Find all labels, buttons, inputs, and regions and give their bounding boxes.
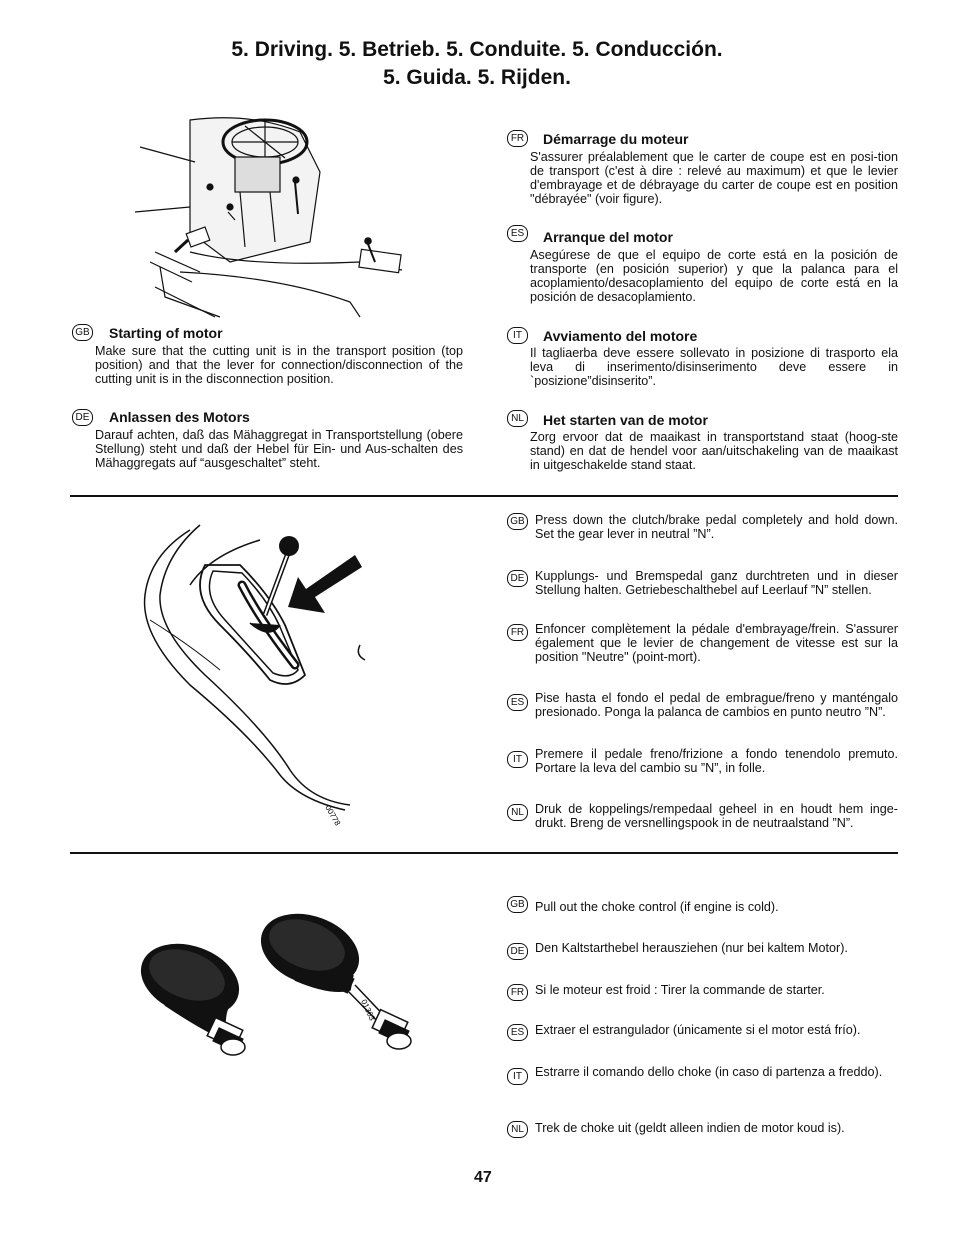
figure-code-00778: 00778 <box>323 803 343 828</box>
language-badge-nl: NL <box>507 410 528 427</box>
figure-code-01363: 01363 <box>359 998 377 1023</box>
page-title-line-1: 5. Driving. 5. Betrieb. 5. Conduite. 5. Conducción. <box>231 38 723 61</box>
paragraph-nl-choke: Trek de choke uit (geldt alleen indien de motor koud is). <box>535 1121 845 1135</box>
paragraph-nl-clutch: Druk de koppelings/rempedaal geheel in en houdt hem inge-drukt. Breng de versnellingspook in de neutraalstand ”N”. <box>535 802 898 830</box>
language-badge-nl: NL <box>507 1121 528 1138</box>
choke-control-illustration <box>135 905 420 1075</box>
section-divider-1 <box>70 495 898 497</box>
page-title-line-2: 5. Guida. 5. Rijden. <box>383 66 571 89</box>
language-badge-de: DE <box>507 570 528 587</box>
language-badge-gb: GB <box>507 513 528 530</box>
language-badge-es: ES <box>507 1024 528 1041</box>
language-badge-gb: GB <box>72 324 93 341</box>
page-number: 47 <box>474 1169 492 1186</box>
paragraph-it-clutch: Premere il pedale freno/frizione a fondo tenendolo premuto. Portare la leva del cambio su ”N”, in folle. <box>535 747 898 775</box>
paragraph-de-choke: Den Kaltstarthebel herausziehen (nur bei kaltem Motor). <box>535 941 848 955</box>
tractor-dashboard-illustration <box>120 112 420 317</box>
paragraph-es-start: Asegúrese de que el equipo de corte está en la posición de transporte (en posición superior) y que la palanca para el acoplamiento/desacoplamiento del equipo de corte está en la posición de desacoplamiento. <box>530 248 898 304</box>
language-badge-gb: GB <box>507 896 528 913</box>
heading-demarrage-du-moteur: Démarrage du moteur <box>543 131 689 147</box>
language-badge-nl: NL <box>507 804 528 821</box>
paragraph-fr-clutch: Enfoncer complètement la pédale d'embrayage/frein. S'assurer également que le levier de changement de vitesse est sur la position "Neutre" (point-mort). <box>535 622 898 664</box>
heading-arranque-del-motor: Arranque del motor <box>543 229 673 245</box>
paragraph-es-clutch: Pise hasta el fondo el pedal de embrague/freno y manténgalo presionado. Ponga la palanca de cambios en punto neutro ”N”. <box>535 691 898 719</box>
section-divider-2 <box>70 852 898 854</box>
language-badge-fr: FR <box>507 624 528 641</box>
language-badge-fr: FR <box>507 130 528 147</box>
paragraph-fr-start: S'assurer préalablement que le carter de coupe est en posi-tion de transport (c'est à dire : relevé au maximum) et que le levier d'embrayage et de débrayage du carter de coupe est en position "débrayée" (voir figure). <box>530 150 898 206</box>
heading-starting-of-motor: Starting of motor <box>109 325 223 341</box>
paragraph-gb-clutch: Press down the clutch/brake pedal completely and hold down. Set the gear lever in neutral ”N”. <box>535 513 898 541</box>
language-badge-de: DE <box>507 943 528 960</box>
heading-anlassen-des-motors: Anlassen des Motors <box>109 409 250 425</box>
language-badge-es: ES <box>507 225 528 242</box>
language-badge-de: DE <box>72 409 93 426</box>
paragraph-it-start: Il tagliaerba deve essere sollevato in posizione di trasporto ela leva di inserimento/disinserimento deve essere in `posizione”disinserito”. <box>530 346 898 388</box>
paragraph-gb-start: Make sure that the cutting unit is in the transport position (top position) and that the lever for connection/disconnection of the cutting unit is in the disconnection position. <box>95 344 463 386</box>
paragraph-nl-start: Zorg ervoor dat de maaikast in transportstand staat (hoog-ste stand) en dat de hendel voor aan/uitschakeling van de maaikast in uitgeschakelde stand staat. <box>530 430 898 472</box>
paragraph-es-choke: Extraer el estrangulador (únicamente si el motor está frío). <box>535 1023 861 1037</box>
paragraph-de-start: Darauf achten, daß das Mähaggregat in Transportstellung (obere Stellung) steht und daß der Hebel für Ein- und Aus-schalten des Mähaggregats auf “ausgeschaltet” steht. <box>95 428 463 470</box>
paragraph-it-choke: Estrarre il comando dello choke (in caso di partenza a freddo). <box>535 1065 883 1079</box>
language-badge-es: ES <box>507 694 528 711</box>
heading-avviamento-del-motore: Avviamento del motore <box>543 328 698 344</box>
paragraph-fr-choke: Si le moteur est froid : Tirer la commande de starter. <box>535 983 825 997</box>
language-badge-fr: FR <box>507 984 528 1001</box>
heading-het-starten-van-de-motor: Het starten van de motor <box>543 412 708 428</box>
paragraph-de-clutch: Kupplungs- und Bremspedal ganz durchtreten und in dieser Stellung halten. Getriebeschalthebel auf Leerlauf ”N” stellen. <box>535 569 898 597</box>
language-badge-it: IT <box>507 327 528 344</box>
paragraph-gb-choke: Pull out the choke control (if engine is cold). <box>535 900 779 914</box>
gear-lever-illustration <box>130 515 410 828</box>
language-badge-it: IT <box>507 1068 528 1085</box>
language-badge-it: IT <box>507 751 528 768</box>
